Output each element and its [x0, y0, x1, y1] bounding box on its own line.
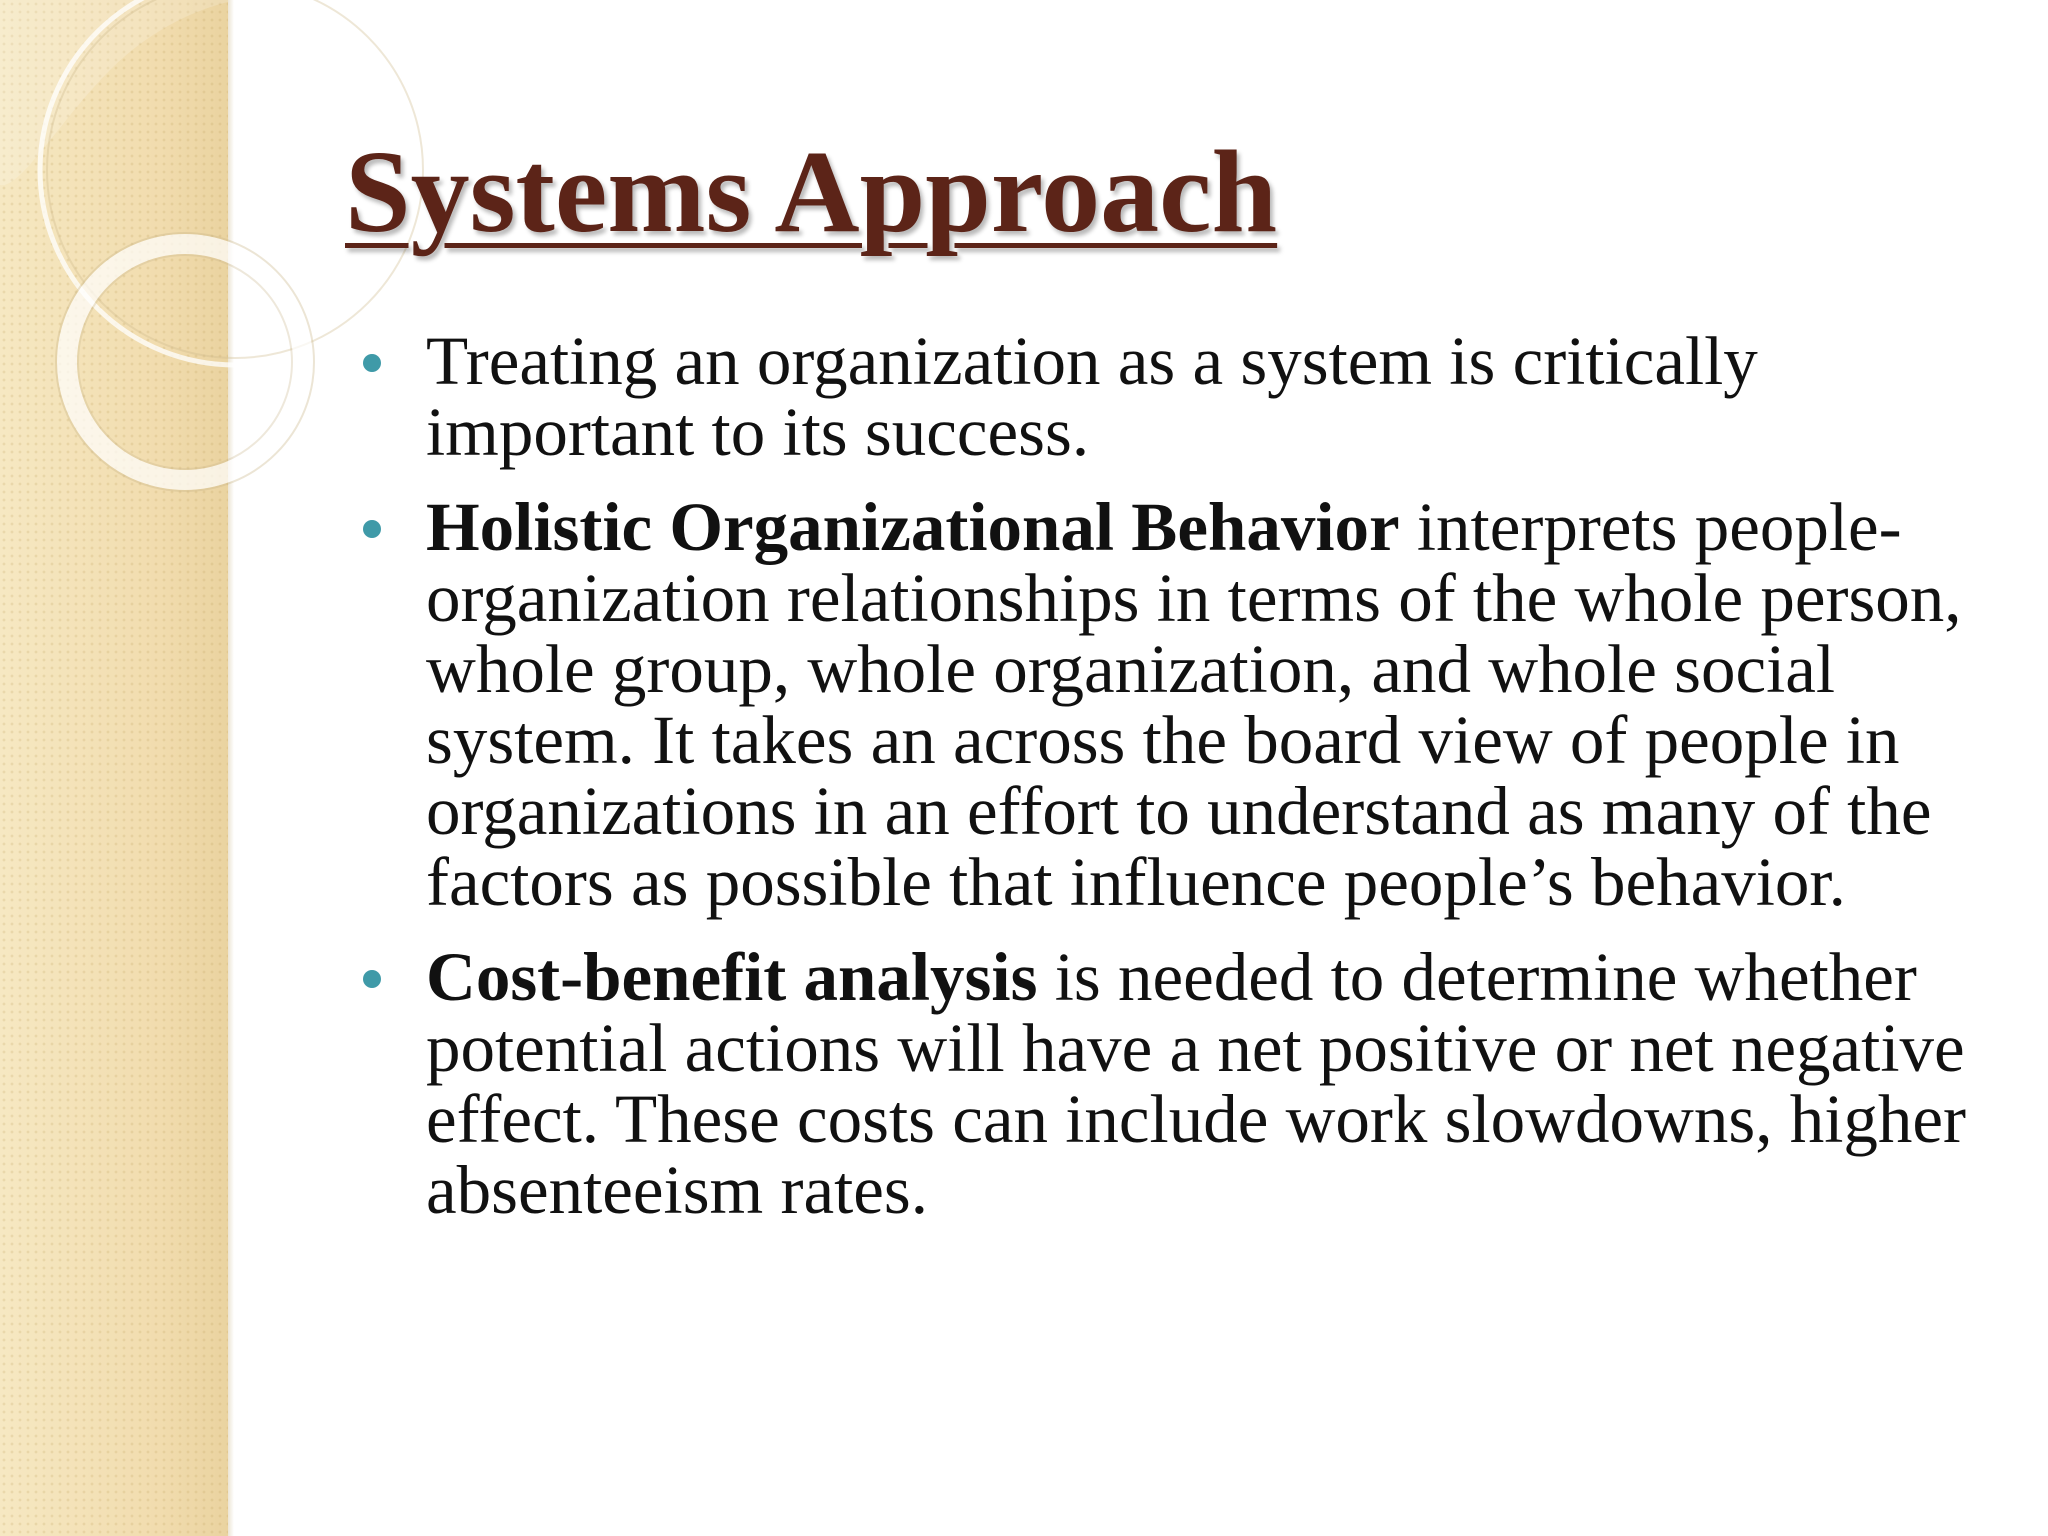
decorative-rings-icon — [0, 0, 260, 520]
slide-title: Systems Approach — [345, 126, 1278, 257]
bullet-3-bold-term: Cost-benefit analysis — [426, 939, 1038, 1015]
bullet-dot-icon — [363, 970, 381, 988]
bullet-list — [360, 323, 2020, 1250]
bullet-dot-icon — [363, 354, 381, 372]
bullet-item-2 — [360, 489, 2020, 920]
bullet-3-text: is needed to determine whether potential actions will have a net positive or net negative effect. These costs can include work slowdowns, higher absenteeism rates. — [426, 939, 1966, 1228]
bullet-2-text: interprets people-organization relationships in terms of the whole person, whole group, whole organization, and whole social system. It takes an across the board view of people in organizations in an effort to understand as many of the factors as possible that influence people’s behavior. — [426, 489, 1962, 920]
bullet-item-1 — [360, 323, 2020, 470]
bullet-item-3 — [360, 939, 2020, 1228]
title-container — [345, 126, 1278, 257]
bullet-dot-icon — [363, 520, 381, 538]
bullet-1-text: Treating an organization as a system is critically important to its success. — [426, 323, 1758, 470]
bullet-2-bold-term: Holistic Organizational Behavior — [426, 489, 1400, 565]
